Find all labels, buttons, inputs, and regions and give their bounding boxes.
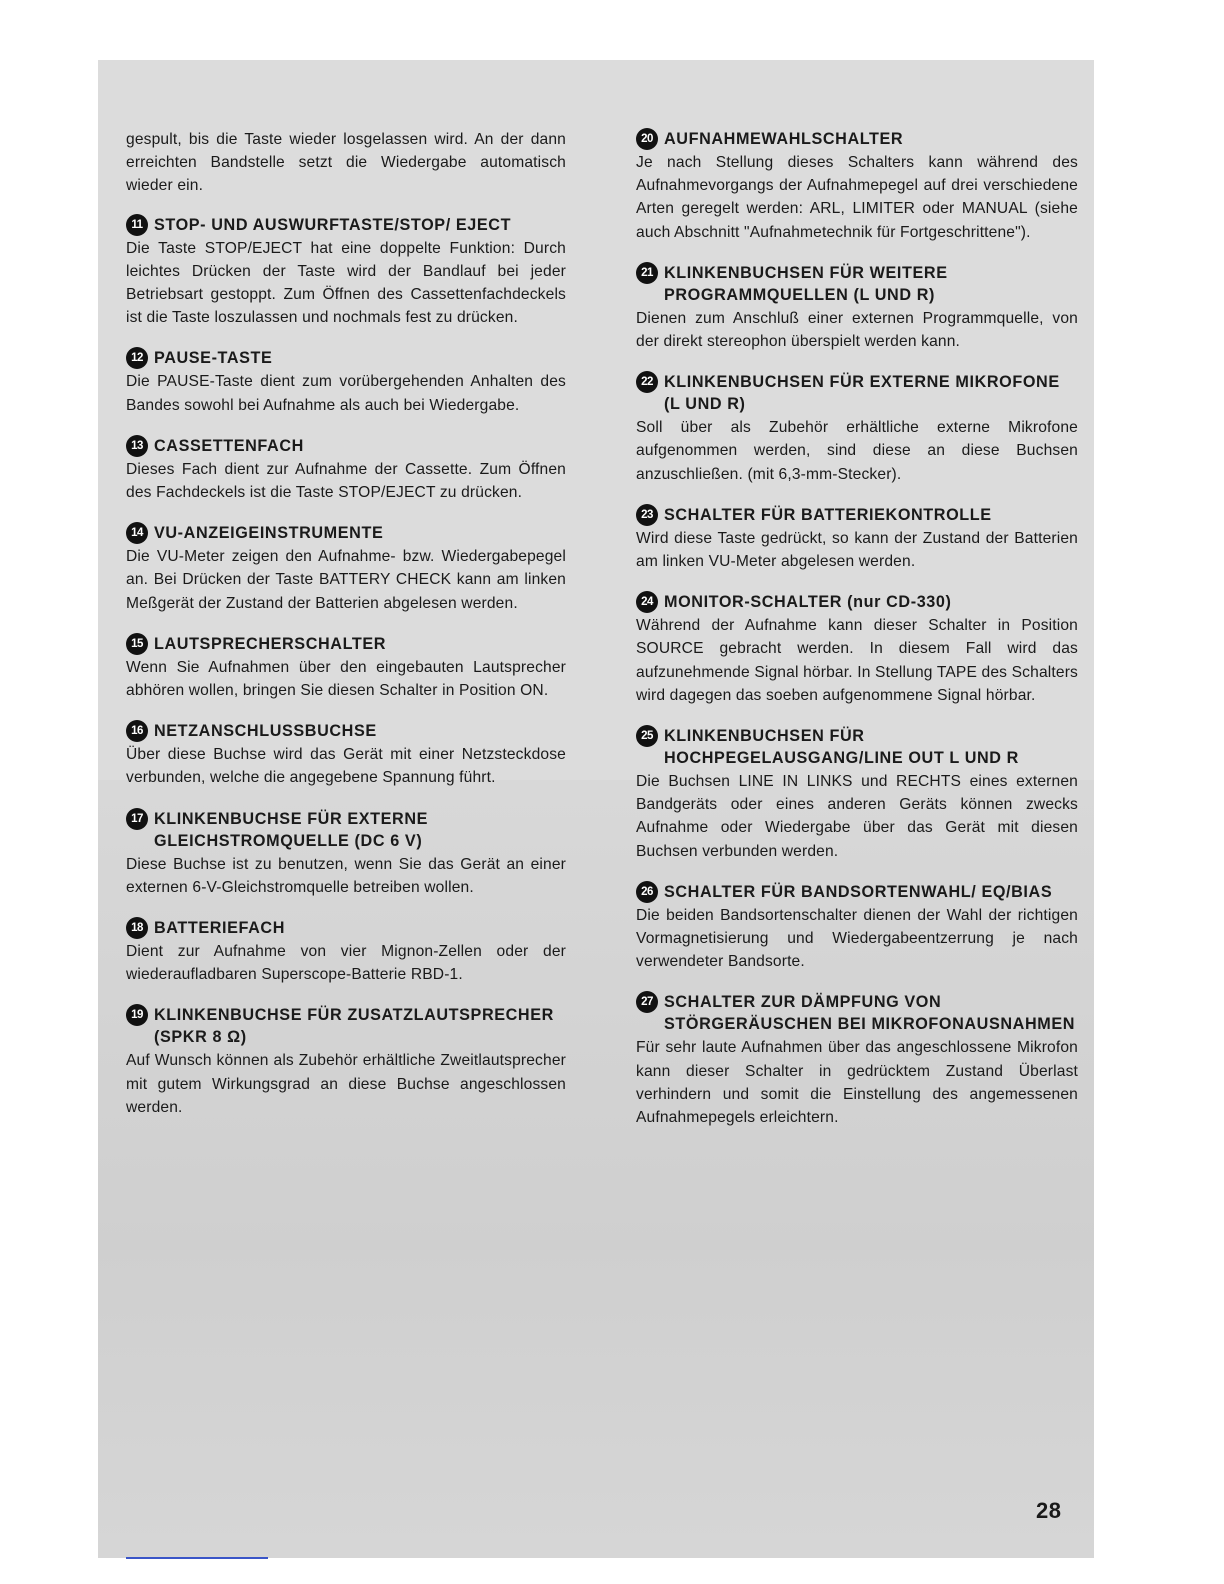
section-body: Dienen zum Anschluß einer externen Programmquelle, von der direkt stereophon überspielt werden kann. [636,309,1078,351]
section-body: Für sehr laute Aufnahmen über das angeschlossene Mikrofon kann dieser Schalter in gedrücktem Zustand Überlast verhindern und somit die Einstellung des angemessenen Aufnahmepegels erleichtern. [636,1039,1078,1127]
section-body: Wenn Sie Aufnahmen über den eingebauten Lautsprecher abhören wollen, bringen Sie diesen Schalter in Position ON. [126,658,566,700]
section-heading [636,504,1078,526]
section-number-badge: 16 [126,720,148,742]
section-body: Die VU-Meter zeigen den Aufnahme- bzw. Wiedergabepegel an. Bei Drücken der Taste BATTERY CHECK kann am linken Meßgerät der Zustand der Batterien abgelesen werden. [126,548,566,612]
section-heading [126,347,566,369]
section-heading [126,1004,566,1048]
section-body: Dient zur Aufnahme von vier Mignon-Zellen oder der wiederaufladbaren Superscope-Batterie RBD-1. [126,943,566,984]
section-number-badge: 27 [636,991,658,1013]
section-title: CASSETTENFACH [154,436,304,455]
section-number-badge: 12 [126,347,148,369]
section-heading [636,991,1078,1035]
section-12 [126,347,566,416]
section-heading [636,881,1078,903]
section-body: Die PAUSE-Taste dient zum vorübergehenden Anhalten des Bandes sowohl bei Aufnahme als auch bei Wiedergabe. [126,373,566,414]
section-26 [636,881,1078,974]
footer-rule [126,1557,268,1559]
section-16 [126,720,566,789]
section-title: KLINKENBUCHSEN FÜR HOCHPEGELAUSGANG/LINE OUT L UND R [664,727,1019,768]
section-number-badge: 23 [636,504,658,526]
page-number: 28 [1036,1498,1062,1523]
section-title: LAUTSPRECHERSCHALTER [154,634,387,653]
section-heading [636,371,1078,415]
section-heading [636,591,1078,613]
section-number-badge: 17 [126,808,148,830]
section-21 [636,262,1078,353]
left-column [126,128,566,1137]
section-17 [126,808,566,899]
right-section-list [636,128,1078,1129]
section-11 [126,214,566,330]
section-heading [126,633,566,655]
section-title: NETZANSCHLUSSBUCHSE [154,722,377,741]
section-number-badge: 25 [636,725,658,747]
section-heading [126,214,566,236]
section-22 [636,371,1078,486]
section-number-badge: 18 [126,917,148,939]
section-number-badge: 21 [636,262,658,284]
section-number-badge: 26 [636,881,658,903]
section-heading [636,128,1078,150]
section-20 [636,128,1078,244]
section-heading [126,435,566,457]
section-title: KLINKENBUCHSE FÜR ZUSATZLAUTSPRECHER (SPKR 8 Ω) [154,1006,554,1047]
section-heading [126,522,566,544]
section-25 [636,725,1078,863]
section-24 [636,591,1078,707]
section-body: Wird diese Taste gedrückt, so kann der Zustand der Batterien am linken VU-Meter abgelesen werden. [636,529,1078,571]
section-19 [126,1004,566,1119]
section-title: SCHALTER FÜR BANDSORTENWAHL/ EQ/BIAS [664,882,1053,901]
right-column [636,128,1078,1147]
section-23 [636,504,1078,573]
section-body: Die Buchsen LINE IN LINKS und RECHTS eines externen Bandgeräts oder eines anderen Geräts können zwecks Aufnahme oder Wiedergabe über das Gerät mit diesen Buchsen verbunden werden. [636,773,1078,860]
section-body: Dieses Fach dient zur Aufnahme der Cassette. Zum Öffnen des Fachdeckels ist die Taste STOP/EJECT zu drücken. [126,460,566,502]
section-13 [126,435,566,504]
section-heading [636,262,1078,306]
section-18 [126,917,566,986]
section-title: SCHALTER ZUR DÄMPFUNG VON STÖRGERÄUSCHEN BEI MIKROFONAUSNAHMEN [664,993,1076,1034]
section-title: KLINKENBUCHSEN FÜR EXTERNE MIKROFONE (L UND R) [664,373,1060,414]
section-title: MONITOR-SCHALTER (nur CD-330) [664,593,952,612]
section-number-badge: 22 [636,371,658,393]
section-body: Die Taste STOP/EJECT hat eine doppelte Funktion: Durch leichtes Drücken der Taste wird der Bandlauf bei jeder Betriebsart gestoppt. Zum Öffnen des Cassettenfachdeckels ist die Taste loszulassen und nochmals fest zu drücken. [126,239,566,327]
section-number-badge: 11 [126,214,148,236]
section-body: Diese Buchse ist zu benutzen, wenn Sie das Gerät an einer externen 6-V-Gleichstromquelle betreiben wollen. [126,855,566,896]
section-heading [126,808,566,852]
section-heading [636,725,1078,769]
section-body: Auf Wunsch können als Zubehör erhältliche Zweitlautsprecher mit gutem Wirkungsgrad an diese Buchse angeschlossen werden. [126,1052,566,1116]
section-27 [636,991,1078,1129]
section-heading [126,720,566,742]
section-body: Über diese Buchse wird das Gerät mit einer Netzsteckdose verbunden, welche die angegebene Spannung führt. [126,746,566,787]
section-number-badge: 15 [126,633,148,655]
section-body: Während der Aufnahme kann dieser Schalter in Position SOURCE gebracht werden. In diesem Fall wird das aufzunehmende Signal hörbar. In Stellung TAPE des Schalters wird dagegen das soeben aufgenommene Signal hörbar. [636,617,1078,704]
section-15 [126,633,566,702]
section-number-badge: 24 [636,591,658,613]
section-number-badge: 20 [636,128,658,150]
section-title: KLINKENBUCHSEN FÜR WEITERE PROGRAMMQUELLEN (L UND R) [664,263,948,304]
section-number-badge: 19 [126,1004,148,1026]
section-title: PAUSE-TASTE [154,349,273,368]
section-number-badge: 13 [126,435,148,457]
section-title: SCHALTER FÜR BATTERIEKONTROLLE [664,505,992,524]
section-title: AUFNAHMEWAHLSCHALTER [664,130,904,148]
section-body: Soll über als Zubehör erhältliche externe Mikrofone aufgenommen werden, sind diese an diese Buchsen anzuschließen. (mit 6,3-mm-Stecker). [636,419,1078,483]
section-title: BATTERIEFACH [154,919,285,938]
intro-paragraph: gespult, bis die Taste wieder losgelassen wird. An der dann erreichten Bandstelle setzt die Wiedergabe automatisch wieder ein. [126,131,566,195]
section-heading [126,917,566,939]
section-body: Die beiden Bandsortenschalter dienen der Wahl der richtigen Vormagnetisierung und Wiedergabeentzerrung je nach verwendeter Bandsorte. [636,906,1078,971]
section-body: Je nach Stellung dieses Schalters kann während des Aufnahmevorgangs der Aufnahmepegel auf drei verschiedene Arten geregelt werden: ARL, LIMITER oder MANUAL (siehe auch Abschnitt "Aufnahmetechnik für Fortgeschrittene"). [636,154,1078,241]
section-title: KLINKENBUCHSE FÜR EXTERNE GLEICHSTROMQUELLE (DC 6 V) [154,809,429,850]
section-14 [126,522,566,615]
section-number-badge: 14 [126,522,148,544]
left-section-list [126,214,566,1119]
section-title: VU-ANZEIGEINSTRUMENTE [154,524,384,543]
section-title: STOP- UND AUSWURFTASTE/STOP/ EJECT [154,215,512,234]
